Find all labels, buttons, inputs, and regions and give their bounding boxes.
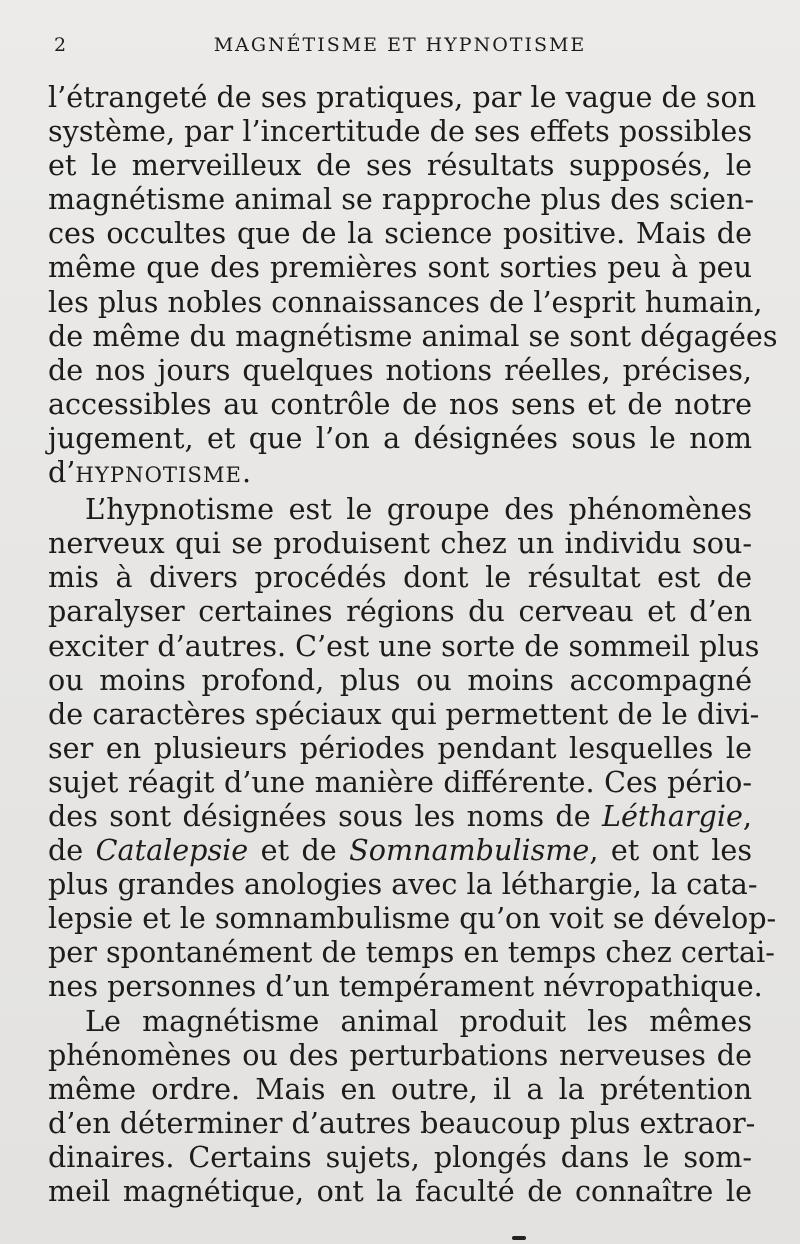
text-line: meil magnétique, ont la faculté de connaître le (48, 1174, 752, 1208)
text-fragment: et de (248, 833, 350, 868)
text-line: l’étrangeté de ses pratiques, par le vague de son (48, 80, 757, 114)
italic-term: Léthargie (602, 798, 743, 833)
small-caps-term: HYPNOTISME (75, 462, 242, 488)
italic-term: Catalepsie (95, 833, 249, 868)
text-line: et le merveilleux de ses résultats supposés, le (48, 148, 752, 183)
text-fragment: de (48, 833, 96, 868)
page-header (48, 34, 752, 64)
text-line: paralyser certaines régions du cerveau et d’en (48, 594, 752, 629)
text-line: lepsie et le somnambulisme qu’on voit se dévelop- (48, 901, 777, 936)
text-fragment: . (241, 455, 252, 490)
italic-term: Somnambulisme (349, 833, 590, 868)
text-fragment: d’ (48, 455, 76, 490)
text-line: ser en plusieurs périodes pendant lesquelles le (48, 730, 752, 765)
text-line: exciter d’autres. C’est une sorte de sommeil plus (48, 628, 760, 663)
body-text (48, 80, 778, 1208)
text-line: ou moins profond, plus ou moins accompagné (48, 662, 752, 697)
text-line: nerveux qui se produisent chez un individu sou- (48, 526, 752, 561)
text-line: de nos jours quelques notions réelles, précises, (48, 352, 752, 387)
text-line: sujet réagit d’une manière différente. Ces pério- (48, 764, 752, 799)
text-line (48, 455, 752, 492)
text-line: mis à divers procédés dont le résultat est de (48, 560, 752, 595)
text-fragment: , (742, 798, 752, 833)
text-fragment: des sont désignées sous les noms de (48, 798, 602, 833)
text-line (48, 799, 752, 833)
running-head: MAGNÉTISME ET HYPNOTISME (213, 34, 587, 56)
text-line: Le magnétisme animal produit les mêmes (85, 1003, 752, 1038)
text-line: dinaires. Certains sujets, plongés dans le som- (48, 1139, 752, 1174)
text-line: d’en déterminer d’autres beaucoup plus extraor- (48, 1105, 756, 1140)
text-line: même ordre. Mais en outre, il a la prétention (48, 1071, 752, 1106)
text-line: jugement, et que l’on a désignées sous le nom (48, 420, 752, 455)
text-line: système, par l’incertitude de ses effets possibles (48, 114, 752, 149)
text-line (48, 833, 752, 867)
ink-speck (512, 1236, 526, 1240)
text-line: phénomènes ou des perturbations nerveuses de (48, 1037, 752, 1072)
text-line: de même du magnétisme animal se sont dégagées (48, 318, 778, 353)
text-line: les plus nobles connaissances de l’esprit humain, (48, 284, 763, 319)
text-fragment: , et ont les (589, 833, 752, 868)
text-line: de caractères spéciaux qui permettent de le divi- (48, 696, 760, 731)
text-line: plus grandes anologies avec la léthargie, la cata- (48, 867, 758, 902)
text-line: per spontanément de temps en temps chez certai- (48, 935, 775, 970)
text-line: magnétisme animal se rapproche plus des scien- (48, 182, 755, 217)
page-number: 2 (54, 34, 69, 56)
text-line: même que des premières sont sorties peu à peu (48, 250, 752, 285)
text-line: L’hypnotisme est le groupe des phénomènes (85, 492, 752, 527)
text-line: ces occultes que de la science positive. Mais de (48, 216, 752, 251)
text-line: accessibles au contrôle de nos sens et de notre (48, 386, 752, 421)
text-line: nes personnes d’un tempérament névropathique. (48, 969, 763, 1004)
